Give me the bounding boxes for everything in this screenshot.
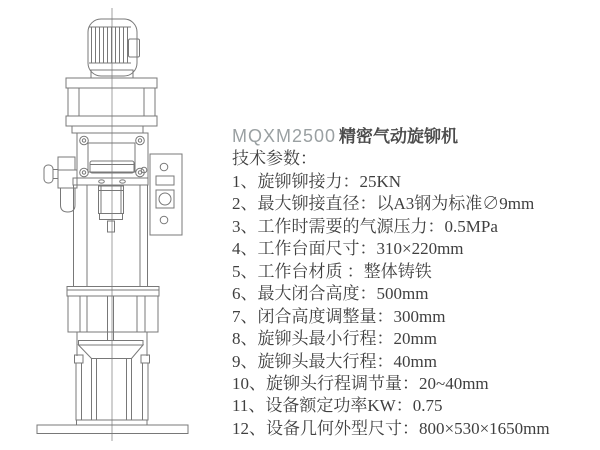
spec-item-8: 8、旋铆头最小行程：20mm [232, 329, 437, 349]
spec-item-2: 2、最大铆接直径：以A3钢为标准∅9mm [232, 194, 535, 214]
spec-item-9: 9、旋铆头最大行程：40mm [232, 351, 437, 371]
model-number: MQXM2500 [232, 126, 337, 146]
spec-item-3: 3、工作时需要的气源压力：0.5MPa [232, 216, 498, 236]
spec-sheet [232, 125, 550, 440]
frame-column [74, 185, 148, 287]
panel-top-button [160, 163, 168, 171]
page-title [232, 125, 550, 148]
panel-indicator [156, 176, 174, 185]
spec-item-4: 4、工作台面尺寸：310×220mm [232, 239, 464, 259]
spec-item-5: 5、工作台材质 ：整体铸铁 [232, 261, 432, 281]
spec-item-10: 10、旋铆头行程调节量：20~40mm [232, 373, 489, 393]
product-name: 精密气动旋铆机 [339, 127, 459, 146]
air-filter-regulator [44, 157, 77, 212]
spec-item-12: 12、设备几何外型尺寸：800×530×1650mm [232, 418, 550, 438]
motor [88, 19, 140, 78]
drive-housing [66, 78, 157, 133]
specs-heading: 技术参数： [232, 149, 317, 169]
rivet-head [73, 133, 148, 185]
base-plate [37, 425, 188, 434]
spec-item-6: 6、最大闭合高度：500mm [232, 284, 429, 304]
spindle-tool [99, 186, 124, 232]
spec-item-11: 11、设备额定功率KW：0.75 [232, 396, 443, 416]
motor-junction-box [129, 39, 140, 57]
panel-bottom-button [160, 216, 168, 224]
funnel-support [79, 341, 144, 359]
spec-item-1: 1、旋铆铆接力：25KN [232, 171, 402, 191]
work-table [67, 287, 159, 341]
spec-item-7: 7、闭合高度调整量：300mm [232, 306, 446, 326]
